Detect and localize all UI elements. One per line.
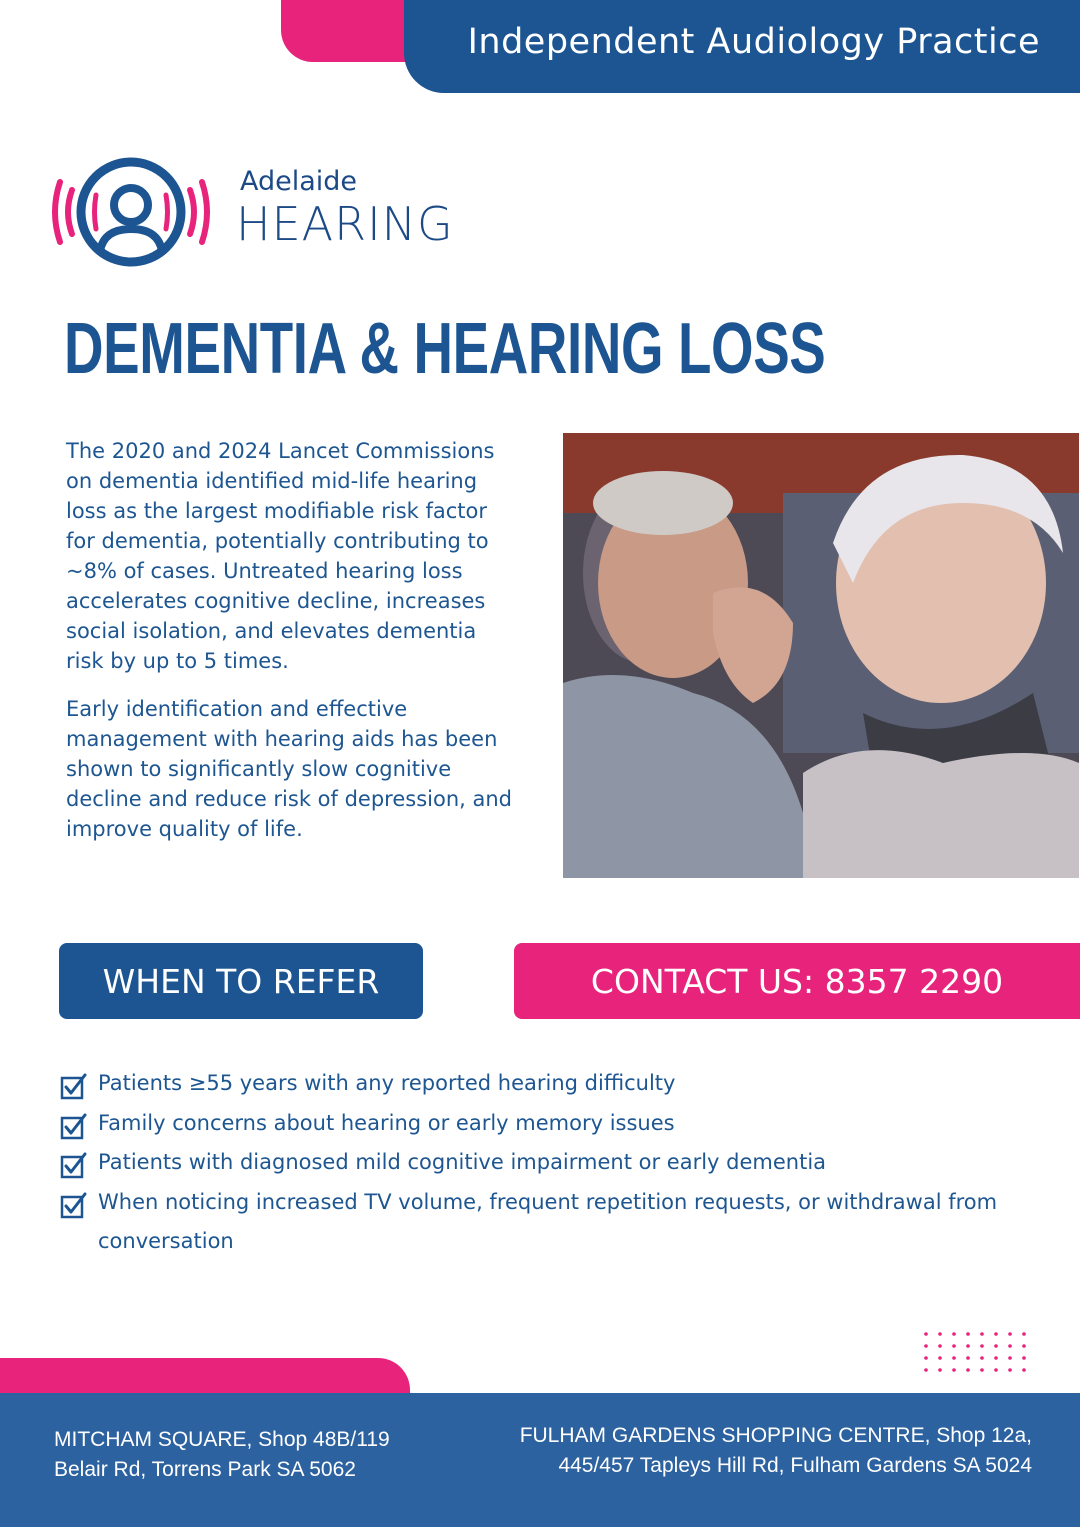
address-fulham: [500, 1421, 1032, 1481]
when-to-refer-button[interactable]: WHEN TO REFER: [59, 943, 423, 1019]
referral-checklist: [58, 1064, 1018, 1262]
banner-text: Independent Audiology Practice: [467, 22, 1040, 62]
checklist-text: When noticing increased TV volume, frequent repetition requests, or withdrawal from conversation: [98, 1189, 998, 1253]
checklist-text: Patients ≥55 years with any reported hearing difficulty: [98, 1071, 676, 1095]
address-mitcham: [54, 1425, 390, 1485]
brand-name: HEARING: [236, 197, 454, 251]
checkbox-checked-icon: [60, 1191, 88, 1219]
checklist-text: Family concerns about hearing or early memory issues: [98, 1110, 675, 1135]
checklist-text: Patients with diagnosed mild cognitive impairment or early dementia: [98, 1150, 827, 1174]
checkbox-checked-icon: [60, 1112, 88, 1140]
address-line: FULHAM GARDENS SHOPPING CENTRE, Shop 12a,: [519, 1424, 1032, 1447]
brand-city: Adelaide: [240, 166, 358, 197]
page-title: DEMENTIA & HEARING LOSS: [64, 309, 826, 389]
benefits-paragraph: Early identification and effective management with hearing aids has been shown to significantly slow cognitive decline and reduce risk of depression, and improve quality of life.: [66, 697, 512, 841]
list-item: [58, 1143, 1018, 1183]
intro-paragraph: The 2020 and 2024 Lancet Commissions on dementia identified mid-life hearing loss as the largest modifiable risk factor for dementia, potentially contributing to ~8% of cases. Untreated hearing loss accelerates cognitive decline, increases social isolation, and elevates dementia risk by up to 5 times.: [66, 439, 495, 673]
decorative-dot-grid: [922, 1330, 1037, 1376]
list-item: [58, 1064, 1018, 1104]
checkbox-checked-icon: [60, 1151, 88, 1179]
address-line: 445/457 Tapleys Hill Rd, Fulham Gardens SA 5024: [558, 1454, 1032, 1477]
elderly-couple-photo: [563, 433, 1079, 878]
top-banner: [404, 0, 1080, 93]
list-item: [58, 1183, 1018, 1262]
list-item: [58, 1104, 1018, 1144]
checkbox-checked-icon: [60, 1072, 88, 1100]
address-line: MITCHAM SQUARE, Shop 48B/119: [54, 1428, 390, 1451]
hearing-logo-icon: [52, 155, 210, 273]
address-line: Belair Rd, Torrens Park SA 5062: [54, 1458, 356, 1481]
contact-us-button[interactable]: CONTACT US: 8357 2290: [514, 943, 1080, 1019]
